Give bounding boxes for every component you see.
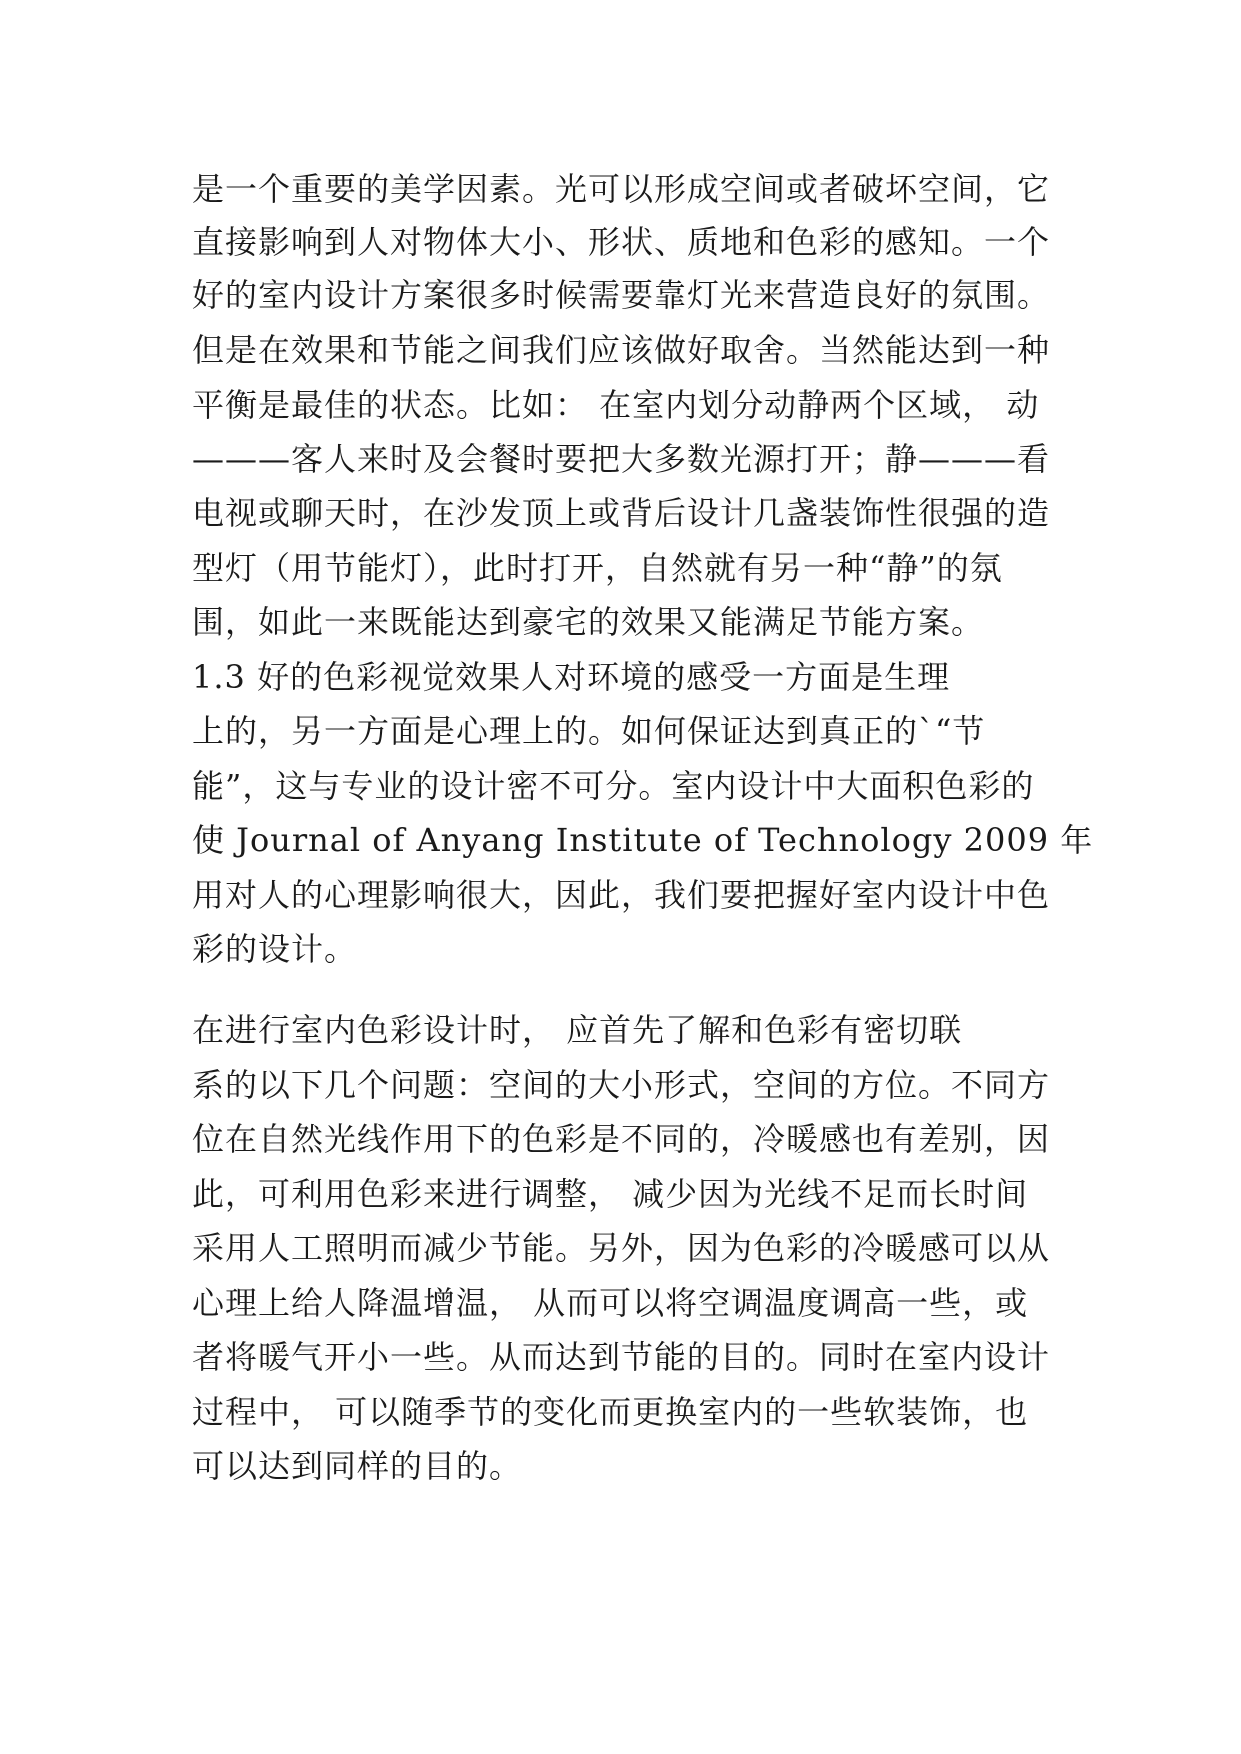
text-line: 心理上给人降温增温， 从而可以将空调温度调高一些，或: [192, 1284, 1029, 1322]
text-line: 是一个重要的美学因素。光可以形成空间或者破坏空间，它: [192, 170, 1051, 208]
text-line: 过程中， 可以随季节的变化而更换室内的一些软装饰，也: [192, 1393, 1029, 1431]
text-line: 能”，这与专业的设计密不可分。室内设计中大面积色彩的: [192, 767, 1035, 805]
text-line: ———客人来时及会餐时要把大多数光源打开；静———看: [192, 440, 1051, 478]
text-line: 在进行室内色彩设计时， 应首先了解和色彩有密切联: [192, 1011, 963, 1049]
text-line: 电视或聊天时，在沙发顶上或背后设计几盏装饰性很强的造: [192, 494, 1051, 532]
text-line: 但是在效果和节能之间我们应该做好取舍。当然能达到一种: [192, 331, 1051, 369]
text-line: 者将暖气开小一些。从而达到节能的目的。同时在室内设计: [192, 1338, 1051, 1376]
text-line: 彩的设计。: [192, 930, 358, 968]
text-line: 使 Journal of Anyang Institute of Technology 2009 年: [192, 821, 1094, 859]
text-line: 平衡是最佳的状态。比如： 在室内划分动静两个区域， 动: [192, 386, 1040, 424]
text-line: 可以达到同样的目的。: [192, 1447, 523, 1485]
text-line: 位在自然光线作用下的色彩是不同的，冷暖感也有差别，因: [192, 1120, 1051, 1158]
text-line: 围，如此一来既能达到豪宅的效果又能满足节能方案。: [192, 603, 985, 641]
text-line: 此，可利用色彩来进行调整， 减少因为光线不足而长时间: [192, 1175, 1029, 1213]
text-line: 上的，另一方面是心理上的。如何保证达到真正的`“节: [192, 712, 986, 750]
text-line: 用对人的心理影响很大，因此，我们要把握好室内设计中色: [192, 876, 1051, 914]
text-line: 好的室内设计方案很多时候需要靠灯光来营造良好的氛围。: [192, 276, 1051, 314]
text-line: 采用人工照明而减少节能。另外，因为色彩的冷暖感可以从: [192, 1229, 1051, 1267]
text-line: 1.3 好的色彩视觉效果人对环境的感受一方面是生理: [192, 658, 951, 696]
text-line: 直接影响到人对物体大小、形状、质地和色彩的感知。一个: [192, 223, 1051, 261]
text-line: 系的以下几个问题：空间的大小形式，空间的方位。不同方: [192, 1066, 1051, 1104]
text-line: 型灯（用节能灯），此时打开，自然就有另一种“静”的氛: [192, 549, 1003, 587]
